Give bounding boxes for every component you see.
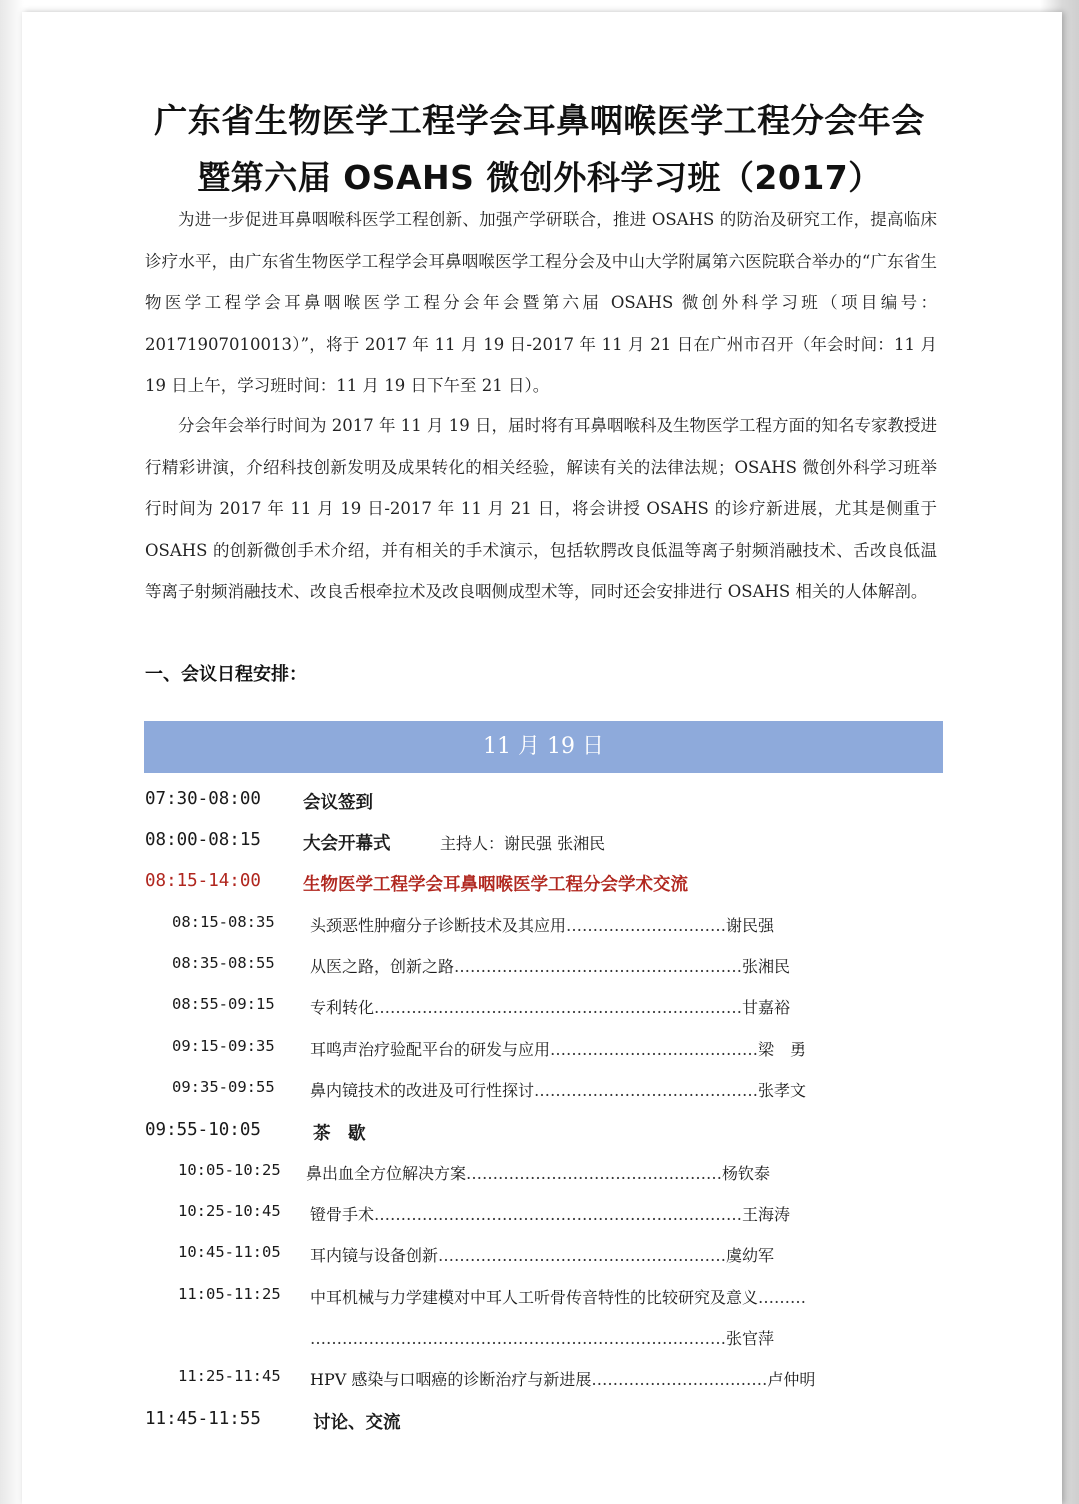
schedule-host: 主持人：谢民强 张湘民: [440, 834, 606, 853]
schedule-label: 大会开幕式: [303, 834, 391, 854]
schedule-time: 08:00-08:15: [145, 830, 261, 850]
talk-leader-dots: ………………………………………………: [438, 1246, 727, 1265]
talk-speaker: 王海涛: [742, 1205, 791, 1224]
talk-leader-dots: ……………………………………………………………: [374, 1205, 743, 1224]
schedule-label: 讨论、交流: [313, 1413, 401, 1433]
talk-line: [310, 1037, 880, 1060]
talk-speaker: 张孝文: [758, 1081, 807, 1100]
talk-line: [310, 954, 880, 977]
schedule-time: 08:15-14:00: [145, 871, 261, 891]
schedule-time: 07:30-08:00: [145, 789, 261, 809]
talk-line: [310, 995, 880, 1018]
schedule-label: 会议签到: [303, 793, 373, 813]
talk-time: 09:35-09:55: [172, 1078, 275, 1096]
talk-leader-dots: ………………………………………………: [454, 957, 743, 976]
talk-line: [310, 1326, 880, 1349]
schedule-label: 茶 歇: [313, 1124, 366, 1144]
talk-title: HPV 感染与口咽癌的诊断治疗与新进展: [310, 1370, 592, 1389]
talk-title: 中耳机械与力学建模对中耳人工听骨传音特性的比较研究及意义: [310, 1288, 759, 1307]
talk-time: 10:05-10:25: [178, 1161, 281, 1179]
talk-speaker: 张官萍: [726, 1329, 775, 1348]
talk-time: 11:05-11:25: [178, 1285, 281, 1303]
talk-line: [310, 1078, 880, 1101]
talk-line: [310, 913, 880, 936]
talk-leader-dots: …………………………………: [550, 1040, 759, 1059]
talk-leader-dots: ……………………………………………………………………: [310, 1329, 726, 1348]
talk-leader-dots: …………………………: [566, 916, 727, 935]
talk-title: 耳鸣声治疗验配平台的研发与应用: [310, 1040, 551, 1059]
document-title-line2: 暨第六届 OSAHS 微创外科学习班（2017）: [197, 158, 882, 197]
talk-title: 耳内镜与设备创新: [310, 1246, 439, 1265]
talk-time: 10:25-10:45: [178, 1202, 281, 1220]
talk-speaker: 虞幼军: [726, 1246, 775, 1265]
talk-speaker: 甘嘉裕: [742, 998, 791, 1017]
talk-leader-dots: ……………………………………………………………: [374, 998, 743, 1017]
talk-title: 专利转化: [310, 998, 375, 1017]
intro-paragraph-1: 为进一步促进耳鼻咽喉科医学工程创新、加强产学研联合，推进 OSAHS 的防治及研究工作，提高临床诊疗水平，由广东省生物医学工程学会耳鼻咽喉医学工程分会及中山大学附属第六医院联合举办的“广东省生物医学工程学会耳鼻咽喉医学工程分会年会暨第六届 OSAHS 微创外科学习班（项目编号：20171907010013）”，将于 2017 年 11 月 19 日-2017 年 11 月 21 日在广州市召开（年会时间：11 月 19 日上午，学习班时间：11 月 19 日下午至 21 日）。: [145, 210, 937, 395]
talk-time: 11:25-11:45: [178, 1367, 281, 1385]
talk-time: 08:15-08:35: [172, 913, 275, 931]
talk-title: 鼻内镜技术的改进及可行性探讨: [310, 1081, 535, 1100]
talk-time: 10:45-11:05: [178, 1243, 281, 1261]
talk-time: 08:35-08:55: [172, 954, 275, 972]
schedule-time: 11:45-11:55: [145, 1409, 261, 1429]
talk-title: 头颈恶性肿瘤分子诊断技术及其应用: [310, 916, 567, 935]
talk-leader-dots: ………: [758, 1288, 807, 1307]
intro-paragraph-2: 分会年会举行时间为 2017 年 11 月 19 日，届时将有耳鼻咽喉科及生物医学工程方面的知名专家教授进行精彩讲演，介绍科技创新发明及成果转化的相关经验，解读有关的法律法规；OSAHS 微创外科学习班举行时间为 2017 年 11 月 19 日-2017 年 11 月 21 日，将会讲授 OSAHS 的诊疗新进展，尤其是侧重于 OSAHS 的创新微创手术介绍，并有相关的手术演示，包括软腭改良低温等离子射频消融技术、舌改良低温等离子射频消融技术、改良舌根牵拉术及改良咽侧成型术等，同时还会安排进行 OSAHS 相关的人体解剖。: [145, 416, 937, 601]
talk-line: [310, 1202, 880, 1225]
schedule-time: 09:55-10:05: [145, 1120, 261, 1140]
schedule-date-bar: 11 月 19 日: [144, 721, 943, 773]
talk-line: [310, 1243, 880, 1266]
talk-leader-dots: ……………………………: [591, 1370, 768, 1389]
talk-time: 09:15-09:35: [172, 1037, 275, 1055]
talk-title: 从医之路，创新之路: [310, 957, 455, 976]
talk-line: [306, 1161, 876, 1184]
talk-speaker: 杨钦泰: [722, 1164, 771, 1183]
talk-title: 镫骨手术: [310, 1205, 375, 1224]
talk-speaker: 卢仲明: [767, 1370, 816, 1389]
document-title-line1: 广东省生物医学工程学会耳鼻咽喉医学工程分会年会: [154, 101, 925, 140]
talk-title: 鼻出血全方位解决方案: [306, 1164, 467, 1183]
talk-speaker: 谢民强: [726, 916, 775, 935]
talk-time: 08:55-09:15: [172, 995, 275, 1013]
talk-leader-dots: …………………………………………: [466, 1164, 723, 1183]
section-heading-schedule: 一、会议日程安排：: [145, 664, 307, 685]
talk-leader-dots: ……………………………………: [534, 1081, 759, 1100]
talk-speaker: 梁 勇: [758, 1040, 807, 1059]
talk-line: [310, 1367, 880, 1390]
talk-line: [310, 1285, 880, 1308]
talk-speaker: 张湘民: [742, 957, 791, 976]
schedule-label: 生物医学工程学会耳鼻咽喉医学工程分会学术交流: [303, 875, 688, 895]
